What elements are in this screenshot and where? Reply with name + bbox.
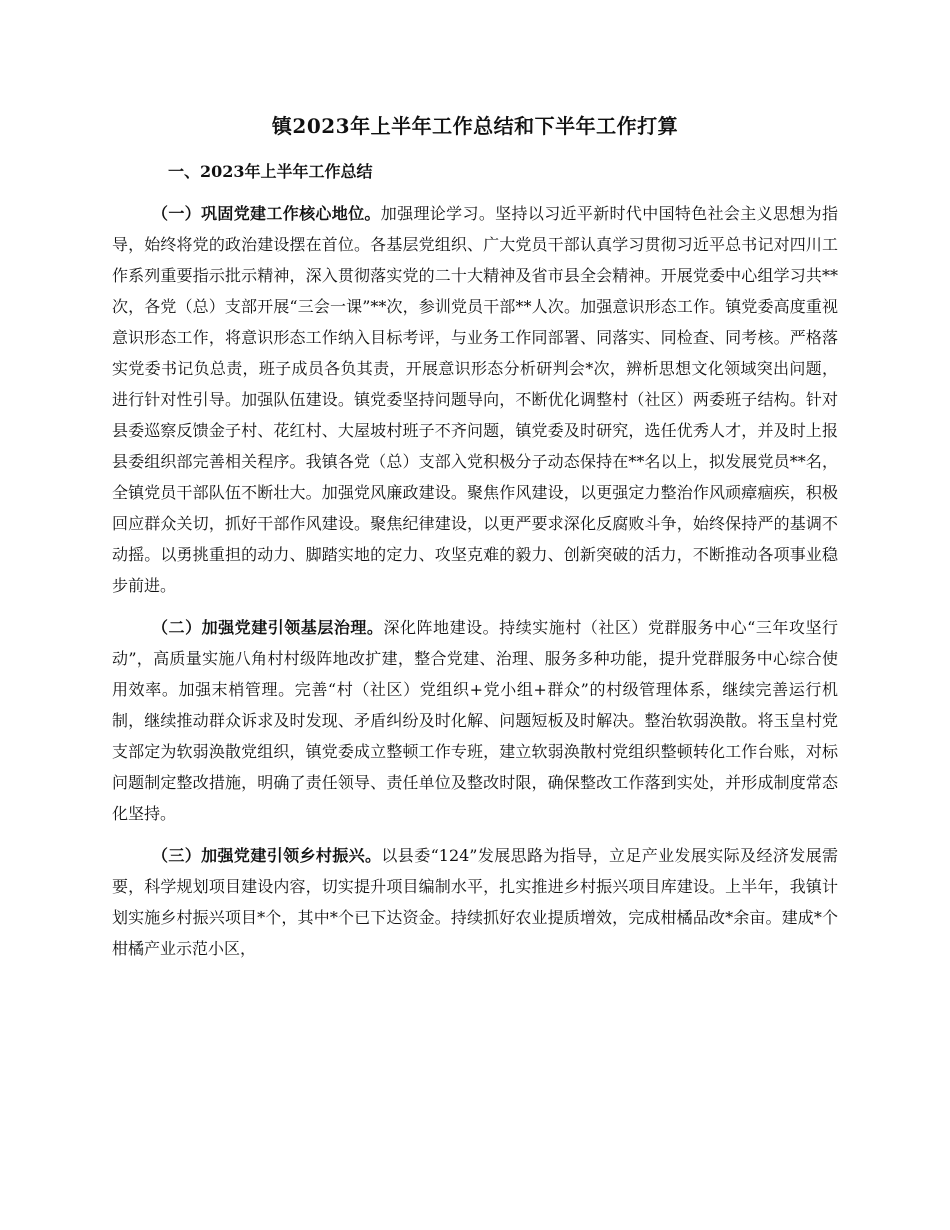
paragraph-body: 以县委“124”发展思路为指导，立足产业发展实际及经济发展需要，科学规划项目建设内容，切实提升项目编制水平，扎实推进乡村振兴项目库建设。上半年，我镇计划实施乡村振兴项目*个，其中*个已下达资金。持续抓好农业提质增效，完成柑橘品改*余亩。建成*个柑橘产业示范小区， [112, 846, 838, 958]
paragraph-lead: （二）加强党建引领基层治理。 [152, 618, 384, 637]
paragraph-grassroots-governance [112, 612, 838, 829]
paragraph-body: 深化阵地建设。持续实施村（社区）党群服务中心“三年攻坚行动”，高质量实施八角村村级阵地改扩建，整合党建、治理、服务多种功能，提升党群服务中心综合使用效率。加强末梢管理。完善“村（社区）党组织+党小组+群众”的村级管理体系，继续完善运行机制，继续推动群众诉求及时发现、矛盾纠纷及时化解、问题短板及时解决。整治软弱涣散。将玉皇村党支部定为软弱涣散党组织，镇党委成立整顿工作专班，建立软弱涣散村党组织整顿转化工作台账，对标问题制定整改措施，明确了责任领导、责任单位及整改时限，确保整改工作落到实处，并形成制度常态化坚持。 [112, 618, 838, 823]
paragraph-rural-revitalization [112, 840, 838, 964]
section-heading: 一、2023年上半年工作总结 [168, 162, 373, 181]
paragraph-lead: （三）加强党建引领乡村振兴。 [152, 846, 382, 865]
document-title: 镇2023年上半年工作总结和下半年工作打算 [271, 114, 679, 138]
paragraph-party-building [112, 198, 838, 601]
paragraph-body: 加强理论学习。坚持以习近平新时代中国特色社会主义思想为指导，始终将党的政治建设摆在首位。各基层党组织、广大党员干部认真学习贯彻习近平总书记对四川工作系列重要指示批示精神，深入贯彻落实党的二十大精神及省市县全会精神。开展党委中心组学习共**次，各党（总）支部开展“三会一课”**次，参训党员干部**人次。加强意识形态工作。镇党委高度重视意识形态工作，将意识形态工作纳入目标考评，与业务工作同部署、同落实、同检查、同考核。严格落实党委书记负总责，班子成员各负其责，开展意识形态分析研判会*次，辨析思想文化领域突出问题，进行针对性引导。加强队伍建设。镇党委坚持问题导向，不断优化调整村（社区）两委班子结构。针对县委巡察反馈金子村、花红村、大屋坡村班子不齐问题，镇党委及时研究，选任优秀人才，并及时上报县委组织部完善相关程序。我镇各党（总）支部入党积极分子动态保持在**名以上，拟发展党员**名，全镇党员干部队伍不断壮大。加强党风廉政建设。聚焦作风建设，以更强定力整治作风顽瘴痼疾，积极回应群众关切，抓好干部作风建设。聚焦纪律建设，以更严要求深化反腐败斗争，始终保持严的基调不动摇。以勇挑重担的动力、脚踏实地的定力、攻坚克难的毅力、创新突破的活力，不断推动各项事业稳步前进。 [112, 204, 838, 595]
paragraph-lead: （一）巩固党建工作核心地位。 [152, 204, 381, 223]
